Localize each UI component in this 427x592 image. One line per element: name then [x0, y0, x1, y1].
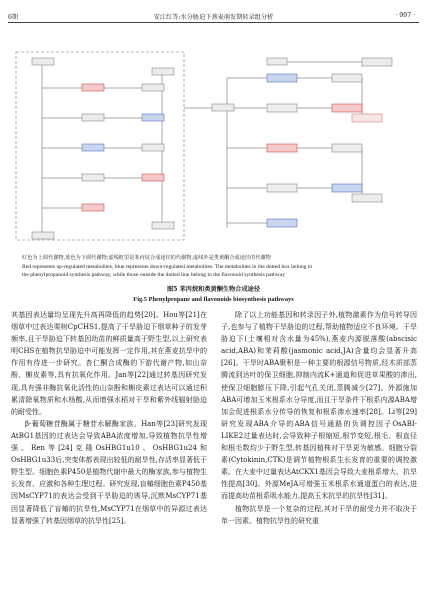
node-up — [352, 114, 382, 122]
node — [152, 222, 174, 229]
node-up — [142, 174, 164, 181]
paragraph: 除了以上功能基因和转录因子外,植物激素作为信号转导因子,也参与了植物干旱胁迫的过程,帮助植物适应不良环境。干旱胁迫下(土壤相对含水量为45%),燕麦内源脱落酸(abscisic acid,ABA)和茉莉酸(jasmonic acid,JA)含量均会显著升高[26]。干旱时ABA聚积是一种主要的根源信号物质,经木质部蒸腾流到达叶的保卫细胞,抑制内流K+通道和促进草果酸的渗出,使保卫细胞膨压下降,引起气孔关闭,蒸腾减少[27]。外源施加ABA可增加玉米根系水分导度,而且干旱条件下根系内源ABA增加会促进根系水分传导的恢复和根系渗水速率[28]。Li等[29]研究发现ABA介导的ABA信号通路的负调控因子OsABI-LIKE2过量表达时,会导致种子根缩短,根节变短,根毛、根直径和根毛数均少于野生型,转基因植株对干旱更为敏感。细胞分裂素(Cytokinin,CTK)是调节植物根系生长发育的重要的调控激素。在大麦中过量表达AtCKX1基因会导致大麦根系增大、抗旱性提高[30]。外源MeJA可增强玉米根系水通道蛋白的表达,进而提高幼苗根系吸水能力,提高玉米抗旱的抗旱性[31]。 — [221, 311, 417, 501]
node-up — [82, 204, 104, 211]
node-up — [82, 84, 104, 91]
body-column-right — [221, 309, 417, 527]
header-rule — [8, 22, 419, 23]
node — [332, 144, 362, 152]
node — [152, 68, 174, 75]
page-number: · 997 · — [395, 12, 415, 19]
node-down — [82, 144, 104, 151]
pathway-diagram — [12, 48, 415, 248]
node — [32, 232, 54, 239]
node — [82, 174, 104, 181]
node — [142, 84, 164, 91]
node — [212, 104, 234, 111]
body-column-left — [11, 309, 207, 527]
node-up — [332, 104, 362, 112]
journal-issue: 6期 — [8, 14, 19, 21]
node — [82, 114, 104, 121]
node-down — [267, 74, 297, 82]
figure-title-en: Fig.5 Phenylpropane and flavonoids biosynthesis pathways — [133, 296, 294, 303]
node — [332, 74, 362, 82]
running-title: 安江红等:水分胁迫下燕麦萌发期转录组分析 — [153, 14, 274, 21]
node-down — [332, 184, 362, 192]
figure-caption-en-line1: Red represents up-regulated metabolites, blue represents down-regulated metabolites. The metabolites in the dotted box belong to — [22, 264, 313, 270]
node — [32, 58, 54, 65]
figure-caption-en-line2: the phenylpropanoid synthesis pathway, while those outside the dotted line belong to the flavonoid synthesis pathway — [22, 272, 286, 278]
figure-title-cn: 图5 苯丙烷和类黄酮生物合成途径 — [166, 286, 261, 293]
node — [267, 184, 297, 192]
node-up — [267, 144, 297, 152]
node-down — [267, 219, 297, 227]
node — [352, 194, 382, 202]
node — [142, 144, 164, 151]
node-down — [142, 114, 164, 121]
paragraph: 其基因表达量均呈现先升高再降低的趋势[20]。Hou等[21]在烟草中过表达栗树CpCHS1,提高了干旱胁迫下烟草种子的发芽频率,且干旱胁迫下转基因幼苗的鲜质量高于野生型,以上研究表明CHS在植物抗旱胁迫中可能发挥一定作用,其在燕麦抗旱中的作用有待进一步研究。杏仁酮合成酶的下游代谢产物,如山奈酚、槲皮素等,具有抗氧化作用。Jan等[22]通过转基因研究发现,具有强非酶抗氧化活性的山奈酚和槲皮素过表达可以通过积累清除氧物质和水杨酸,从而增强水稻对干旱和紫外线辐射胁迫的耐受性。 — [11, 311, 207, 416]
paragraph: β-葡萄糖苷酶属于糖苷水解酶家族。Han等[23]研究发现AtBG1基因的过表达会导致ABA浓度增加,导致植物抗旱性增强。Ren等[24]克隆OsHBG1u10、OsHBG1u24和OsHBG1u33后,突变体都表现出较低的耐旱性,存活率显著低于野生型。细胞色素P450是植物代谢中最大的酶家族,参与植物生长发育、应激和各种生理过程。研究发现,盲蝽细胞色素P450基因MsCYP71的表达会受到干旱胁迫的诱导,沉默MsCYP71基因显著降低了盲蝽的抗旱性,MsCYP71在烟草中的异源过表达显著增强了转基因烟草的抗旱性[25]。 — [11, 419, 207, 525]
figure-caption-cn: 红色为上调代谢物,蓝色为下调代谢物;虚线框里是苯丙烷合成途径的代谢物,虚线外是类黄酮合成途径的代谢物 — [22, 255, 271, 261]
node — [267, 104, 297, 112]
paragraph: 植物抗旱是一个复杂的过程,其对干旱的耐受力并不取决于单一因素。植物抗旱性的研究重 — [221, 504, 417, 525]
node — [267, 58, 287, 65]
node — [362, 58, 392, 66]
metabolite-nodes — [32, 58, 392, 239]
